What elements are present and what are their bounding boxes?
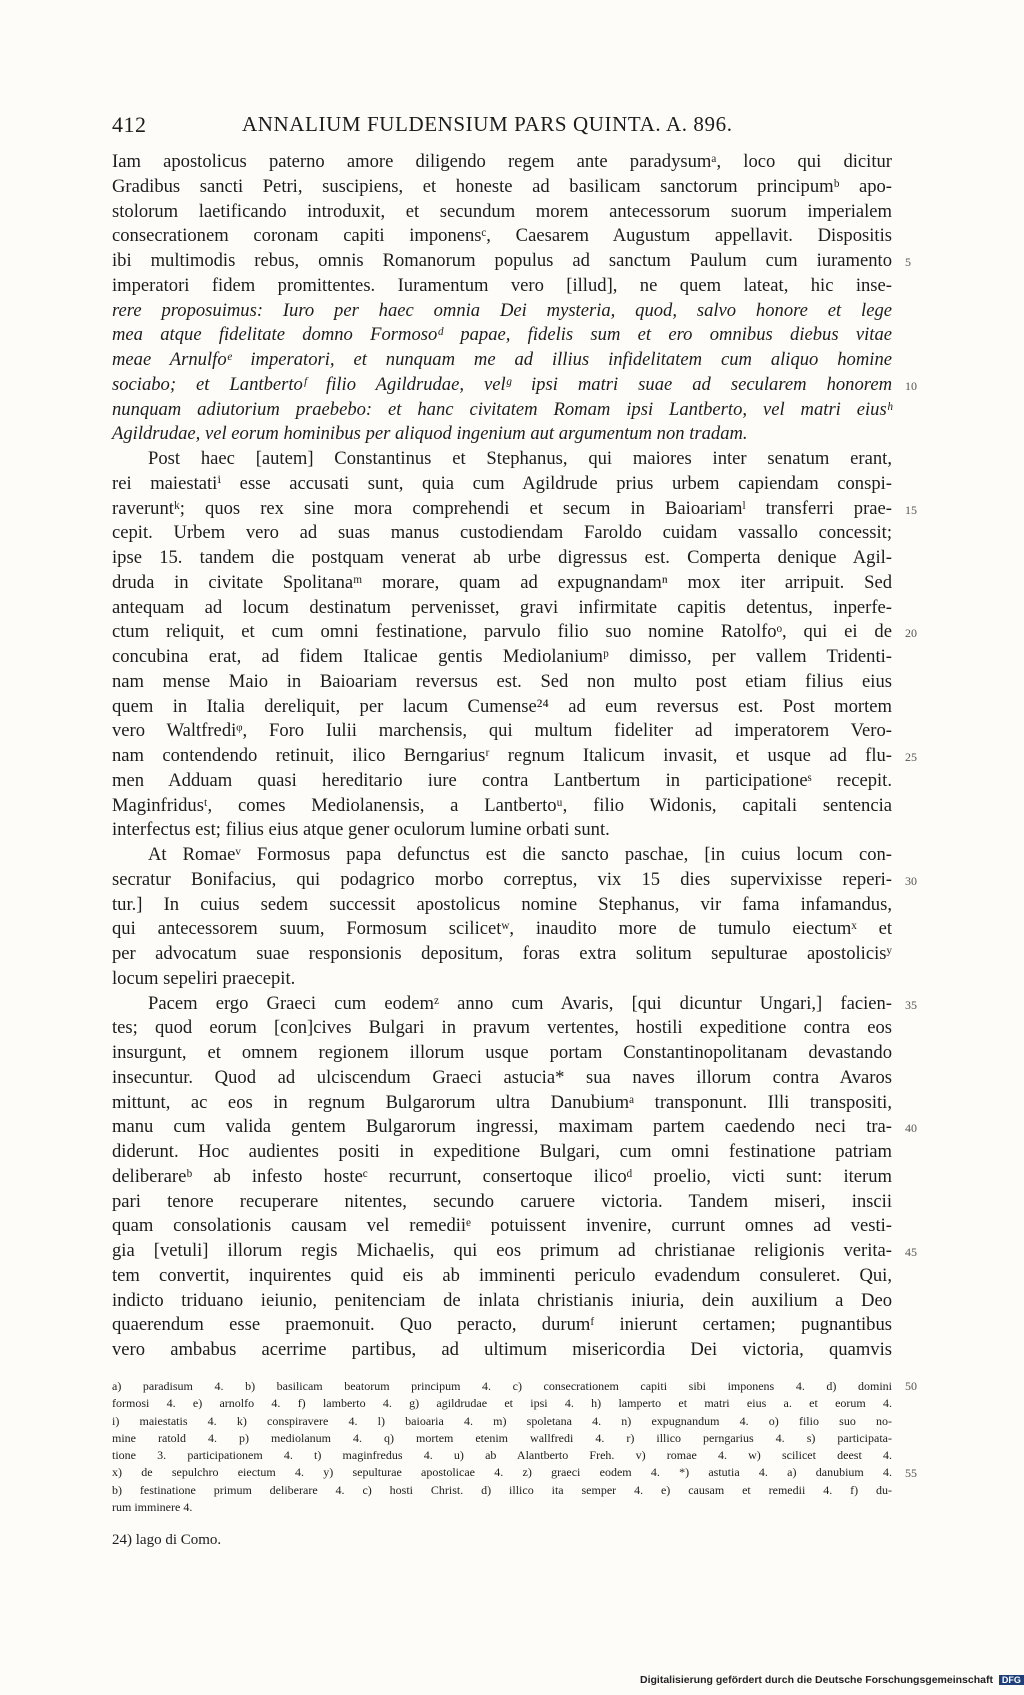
funding-notice <box>640 1674 1024 1686</box>
page-header <box>112 112 892 142</box>
text-line: sociabo; et Lantbertoᶠ filio Agildrudae, velᵍ ipsi matri suae ad secularem honorem <box>112 373 892 395</box>
text-line: meae Arnulfoᵉ imperatori, et nunquam me ad illius infidelitatem cum aliquo homine <box>112 349 892 370</box>
margin-line-number: 10 <box>905 378 917 393</box>
text-line: deliberareᵇ ab infesto hosteᶜ recurrunt, consertoque ilicoᵈ proelio, victi sunt: iterum <box>112 1165 892 1187</box>
text-line: rei maiestatiⁱ esse accusati sunt, quia cum Agildrude prius urbem capiendam conspi- <box>112 472 892 494</box>
page-number: 412 <box>112 112 147 137</box>
text-line: ipse 15. tandem die postquam venerat ab urbe digressus est. Comperta denique Agil- <box>112 547 892 568</box>
text-line: mittunt, ac eos in regnum Bulgarorum ultra Danubiumᵃ transponunt. Illi transpositi, <box>112 1091 892 1113</box>
text-line: men Adduam quasi hereditario iure contra Lantbertum in participationeˢ recepit. <box>112 769 892 791</box>
text-line: imperatori fidem promittentes. Iuramentum vero [illud], ne quem lateat, hic inse- <box>112 274 892 296</box>
text-line: rere proposuimus: Iuro per haec omnia Dei mysteria, quod, salvo honore et lege <box>112 299 892 321</box>
footnote-line-number: 50 <box>905 1379 917 1393</box>
text-line: cepit. Urbem vero ad suas manus custodiendam Faroldo cuidam vassallo concessit; <box>112 522 892 544</box>
text-line: nam mense Maio in Baioariam reversus est. Sed non multo post etiam filius eius <box>112 670 892 692</box>
text-line: druda in civitate Spolitanaᵐ morare, quam ad expugnandamⁿ mox iter arripuit. Sed <box>112 571 892 593</box>
footnotes <box>112 1378 892 1516</box>
text-line: interfectus est; filius eius atque gener oculorum lumine orbati sunt. <box>112 819 610 841</box>
text-line: quam consolationis causam vel remediiᵉ potuissent invenire, currunt omnes ad vesti- <box>112 1215 892 1237</box>
text-line: per advocatum suae responsionis depositum, foras extra solitum sepulturae apostolicisʸ <box>112 943 892 964</box>
text-line: tem convertit, inquirentes quid eis ab imminenti periculo evadendum consuleret. Qui, <box>112 1264 892 1286</box>
footnote-line-number: 55 <box>905 1465 917 1480</box>
running-title: ANNALIUM FULDENSIUM PARS QUINTA. A. 896. <box>242 112 733 136</box>
text-line: vero ambabus acerrime partibus, ad ultimum misericordia Dei victoria, quamvis <box>112 1339 892 1360</box>
text-line: qui antecessorem suum, Formosum scilicetʷ, inaudito more de tumulo eiectumˣ et <box>112 918 892 940</box>
text-line: Iam apostolicus paterno amore diligendo regem ante paradysumᵃ, loco qui dicitur <box>112 151 892 172</box>
footnote-line: a) paradisum 4. b) basilicam beatorum principum 4. c) consecrationem capiti sibi imponens 4. d) domini <box>112 1379 892 1393</box>
text-line: raveruntᵏ; quos rex sine mora comprehendi et secum in Baioariamˡ transferri prae- <box>112 497 892 519</box>
footnote-line: x) de sepulchro eiectum 4. y) sepulturae apostolicae 4. z) graeci eodem 4. *) astutia 4. a) danubium 4. <box>112 1465 892 1480</box>
text-line: Post haec [autem] Constantinus et Stephanus, qui maiores inter senatum erant, <box>148 448 892 469</box>
local-note: 24) lago di Como. <box>112 1532 222 1548</box>
text-line: diderunt. Hoc audientes positi in expeditione Bulgari, cum omni festinatione patriam <box>112 1141 892 1162</box>
text-line: At Romaeᵛ Formosus papa defunctus est die sancto paschae, [in cuius locum con- <box>148 844 892 865</box>
text-line: nunquam adiutorium praebebo: et hanc civitatem Romam ipsi Lantberto, vel matri eiusʰ <box>112 398 892 420</box>
margin-line-number: 20 <box>905 626 917 641</box>
text-line: antequam ad locum destinatum pervenisset, gravi infirmitate capitis detentus, inperfe- <box>112 596 892 618</box>
funding-text: Digitalisierung gefördert durch die Deutsche Forschungsgemeinschaft <box>640 1674 993 1686</box>
footnote-line: mine ratold 4. p) mediolanum 4. q) mortem etenim wallfredi 4. r) illico perngarius 4. s) participata- <box>112 1430 892 1445</box>
text-line: secratur Bonifacius, qui podagrico morbo correptus, vix 15 dies supervixisse reperi- <box>112 868 892 890</box>
margin-line-number: 30 <box>905 873 917 888</box>
text-line: pari tenore recuperare nitentes, secundo caruere victoria. Tandem miseri, inscii <box>112 1190 892 1212</box>
text-line: ctum reliquit, et cum omni festinatione, parvulo filio suo nomine Ratolfoᵒ, qui ei de <box>112 621 892 643</box>
text-line: Maginfridusᵗ, comes Mediolanensis, a Lantbertoᵘ, filio Widonis, capitali sentencia <box>112 794 892 816</box>
text-line: mea atque fidelitate domno Formosoᵈ papae, fidelis sum et ero omnibus diebus vitae <box>112 324 892 346</box>
margin-line-number: 35 <box>905 997 917 1012</box>
footnote-line: tione 3. participationem 4. t) maginfredus 4. u) ab Alantberto Freh. v) romae 4. w) scilicet deest 4. <box>112 1448 892 1463</box>
margin-line-number: 15 <box>905 502 917 517</box>
text-line: Agildrudae, vel eorum hominibus per aliquod ingenium aut argumentum non tradam. <box>112 423 748 445</box>
margin-line-number: 5 <box>905 255 911 269</box>
text-line: insecuntur. Quod ad ulciscendum Graeci astucia* sua naves illorum contra Avaros <box>112 1066 892 1088</box>
text-line: quem in Italia dereliquit, per lacum Cumense²⁴ ad eum reversus est. Post mortem <box>112 695 892 717</box>
text-line: gia [vetuli] illorum regis Michaelis, qui eos primum ad christianae religionis verita- <box>112 1240 892 1261</box>
text-line: consecrationem coronam capiti imponensᶜ, Caesarem Augustum appellavit. Dispositis <box>112 225 892 247</box>
dfg-logo: DFG <box>999 1675 1024 1685</box>
main-text <box>112 150 892 1363</box>
text-line: stolorum laetificando introduxit, et secundum morem antecessorum suorum imperialem <box>112 200 892 222</box>
footnote-line: i) maiestatis 4. k) conspiravere 4. l) baioaria 4. m) spoletana 4. n) expugnandum 4. o) filio suo no- <box>112 1413 892 1428</box>
text-line: ibi multimodis rebus, omnis Romanorum populus ad sanctum Paulum cum iuramento <box>112 250 892 271</box>
text-line: Gradibus sancti Petri, suscipiens, et honeste ad basilicam sanctorum principumᵇ apo- <box>112 175 892 197</box>
text-line: tes; quod eorum [con]cives Bulgari in pravum vertentes, hostili expeditione contra eos <box>112 1017 892 1039</box>
footnote-line: formosi 4. e) arnolfo 4. f) lamberto 4. g) agildrudae et ipsi 4. h) lamperto et matri eius a. et eorum 4. <box>112 1396 892 1411</box>
text-line: vero Waltfrediᵠ, Foro Iulii marchensis, qui multum fideliter ad imperatorem Vero- <box>112 720 892 742</box>
text-line: locum sepeliri praecepit. <box>112 967 296 989</box>
text-line: manu cum valida gentem Bulgarorum ingressi, maximam partem caedendo neci tra- <box>112 1116 892 1138</box>
text-line: Pacem ergo Graeci cum eodemᶻ anno cum Avaris, [qui dicuntur Ungari,] facien- <box>148 992 892 1014</box>
text-line: concubina erat, ad fidem Italicae gentis Mediolaniumᵖ dimisso, per vallem Tridenti- <box>112 646 892 667</box>
text-line: nam contendendo retinuit, ilico Berngariusʳ regnum Italicum invasit, et usque ad flu- <box>112 745 892 766</box>
footnote-line: rum imminere 4. <box>112 1500 193 1515</box>
margin-line-number: 25 <box>905 750 917 764</box>
footnote-line: b) festinatione primum deliberare 4. c) hosti Christ. d) illico ita semper 4. e) causam et remedii 4. f) du- <box>112 1482 892 1497</box>
text-line: tur.] In cuius sedem successit apostolicus nomine Stephanus, vir fama infamandus, <box>112 893 892 915</box>
text-line: insurgunt, et omnem regionem illorum usque portam Constantinopolitanam devastando <box>112 1042 892 1063</box>
text-line: indicto triduano ieiunio, penitenciam de inlata christianis iniuria, dein auxilium a Deo <box>112 1289 892 1311</box>
text-line: quaerendum esse praemonuit. Quo peracto, durumᶠ inierunt certamen; pugnantibus <box>112 1314 892 1336</box>
margin-line-number: 45 <box>905 1245 917 1259</box>
margin-line-number: 40 <box>905 1121 917 1136</box>
